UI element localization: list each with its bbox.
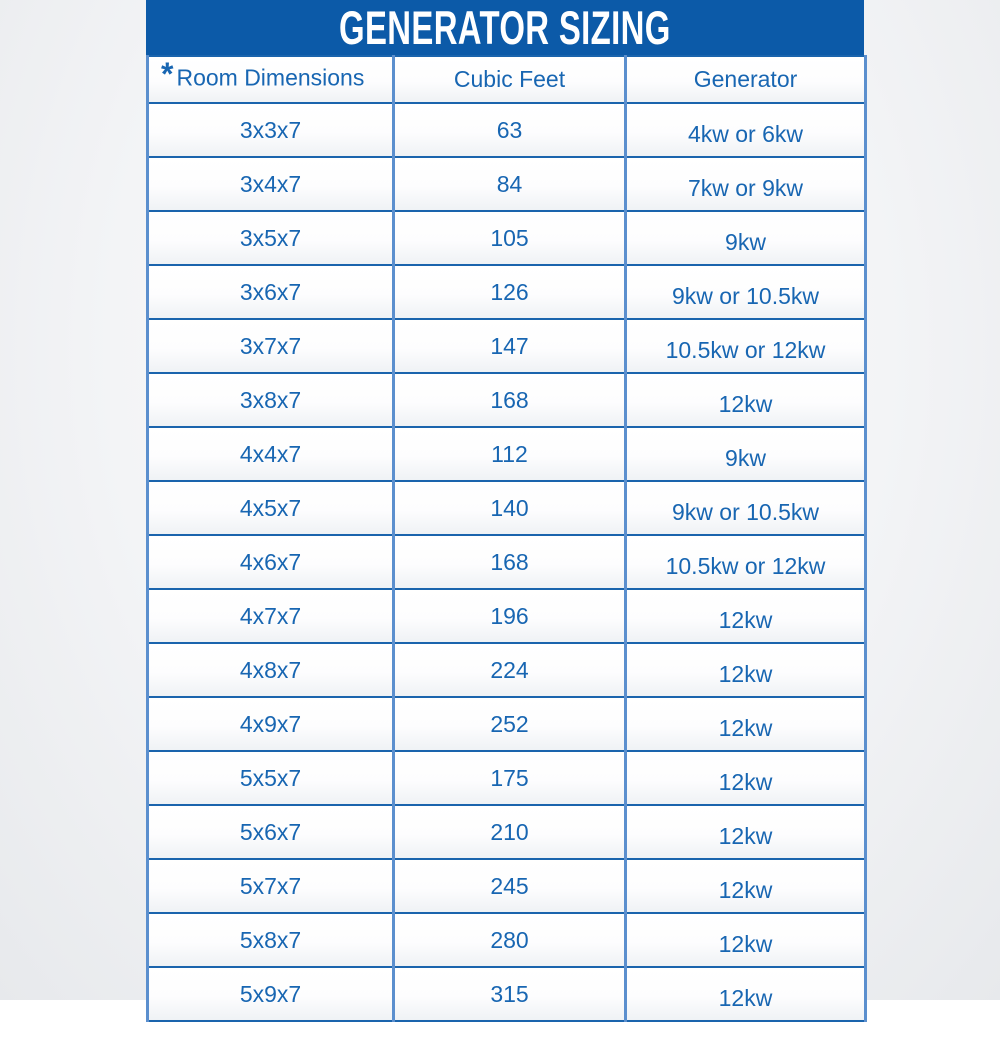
cubic-feet-cell: 175: [394, 751, 626, 805]
column-header-room-dimensions-label: Room Dimensions: [176, 64, 365, 91]
room-dimensions-cell: 4x8x7: [148, 643, 394, 697]
cubic-feet-cell: 140: [394, 481, 626, 535]
room-dimensions-cell: 3x7x7: [148, 319, 394, 373]
table-row: [148, 913, 866, 967]
generator-cell: 9kw or 10.5kw: [626, 481, 866, 535]
footnote-asterisk: *: [162, 1025, 173, 1055]
generator-cell: 12kw: [626, 751, 866, 805]
cubic-feet-cell: 196: [394, 589, 626, 643]
room-dimensions-cell: 5x8x7: [148, 913, 394, 967]
generator-cell: 9kw: [626, 211, 866, 265]
cubic-feet-cell: 84: [394, 157, 626, 211]
cubic-feet-cell: 224: [394, 643, 626, 697]
room-dimensions-cell: 4x5x7: [148, 481, 394, 535]
room-dimensions-cell: 3x4x7: [148, 157, 394, 211]
room-dimensions-cell: 5x5x7: [148, 751, 394, 805]
generator-sizing-table: [146, 55, 867, 1022]
cubic-feet-cell: 252: [394, 697, 626, 751]
table-row: [148, 427, 866, 481]
table-row: [148, 697, 866, 751]
generator-cell: 12kw: [626, 805, 866, 859]
table-row: [148, 265, 866, 319]
footnote-text: Room Dimensions are based on cubic feet = WxLxH: [182, 1024, 716, 1050]
room-dimensions-cell: 4x6x7: [148, 535, 394, 589]
table-row: [148, 589, 866, 643]
cubic-feet-cell: 105: [394, 211, 626, 265]
cubic-feet-cell: 112: [394, 427, 626, 481]
room-dimensions-cell: 4x7x7: [148, 589, 394, 643]
title-band: [146, 0, 864, 55]
table-row: [148, 805, 866, 859]
header-row: [148, 56, 866, 103]
cubic-feet-cell: 168: [394, 535, 626, 589]
cubic-feet-cell: 245: [394, 859, 626, 913]
room-dimensions-cell: 3x8x7: [148, 373, 394, 427]
generator-cell: 10.5kw or 12kw: [626, 535, 866, 589]
cubic-feet-cell: 147: [394, 319, 626, 373]
table-row: [148, 157, 866, 211]
column-header-room-dimensions: [148, 56, 394, 103]
table-row: [148, 373, 866, 427]
room-dimensions-cell: 3x3x7: [148, 103, 394, 157]
cubic-feet-cell: 280: [394, 913, 626, 967]
table-row: [148, 211, 866, 265]
room-dimensions-cell: 4x4x7: [148, 427, 394, 481]
cubic-feet-cell: 126: [394, 265, 626, 319]
column-header-generator: Generator: [626, 56, 866, 103]
table-row: [148, 643, 866, 697]
cubic-feet-cell: 315: [394, 967, 626, 1021]
room-dimensions-cell: 5x7x7: [148, 859, 394, 913]
generator-cell: 9kw or 10.5kw: [626, 265, 866, 319]
cubic-feet-cell: 210: [394, 805, 626, 859]
generator-cell: 4kw or 6kw: [626, 103, 866, 157]
generator-cell: 12kw: [626, 859, 866, 913]
room-dimensions-cell: 5x9x7: [148, 967, 394, 1021]
generator-cell: 12kw: [626, 589, 866, 643]
table-row: [148, 859, 866, 913]
generator-cell: 12kw: [626, 643, 866, 697]
generator-cell: 7kw or 9kw: [626, 157, 866, 211]
room-dimensions-cell: 5x6x7: [148, 805, 394, 859]
table-row: [148, 319, 866, 373]
table-row: [148, 103, 866, 157]
table-row: [148, 751, 866, 805]
footnote-band: [146, 1022, 864, 1053]
table-row: [148, 481, 866, 535]
room-dimensions-cell: 3x6x7: [148, 265, 394, 319]
generator-cell: 12kw: [626, 913, 866, 967]
generator-cell: 12kw: [626, 697, 866, 751]
table-body: [148, 103, 866, 1021]
column-header-cubic-feet: Cubic Feet: [394, 56, 626, 103]
cubic-feet-cell: 168: [394, 373, 626, 427]
generator-cell: 10.5kw or 12kw: [626, 319, 866, 373]
cubic-feet-cell: 63: [394, 103, 626, 157]
table-header: [148, 56, 866, 103]
table-row: [148, 535, 866, 589]
generator-cell: 12kw: [626, 967, 866, 1021]
page-title: GENERATOR SIZING: [339, 1, 671, 54]
generator-sizing-panel: [146, 0, 864, 1055]
generator-cell: 9kw: [626, 427, 866, 481]
room-dimensions-cell: 3x5x7: [148, 211, 394, 265]
table-row: [148, 967, 866, 1021]
room-dimensions-cell: 4x9x7: [148, 697, 394, 751]
generator-cell: 12kw: [626, 373, 866, 427]
asterisk-footnote-marker: *: [161, 56, 174, 92]
